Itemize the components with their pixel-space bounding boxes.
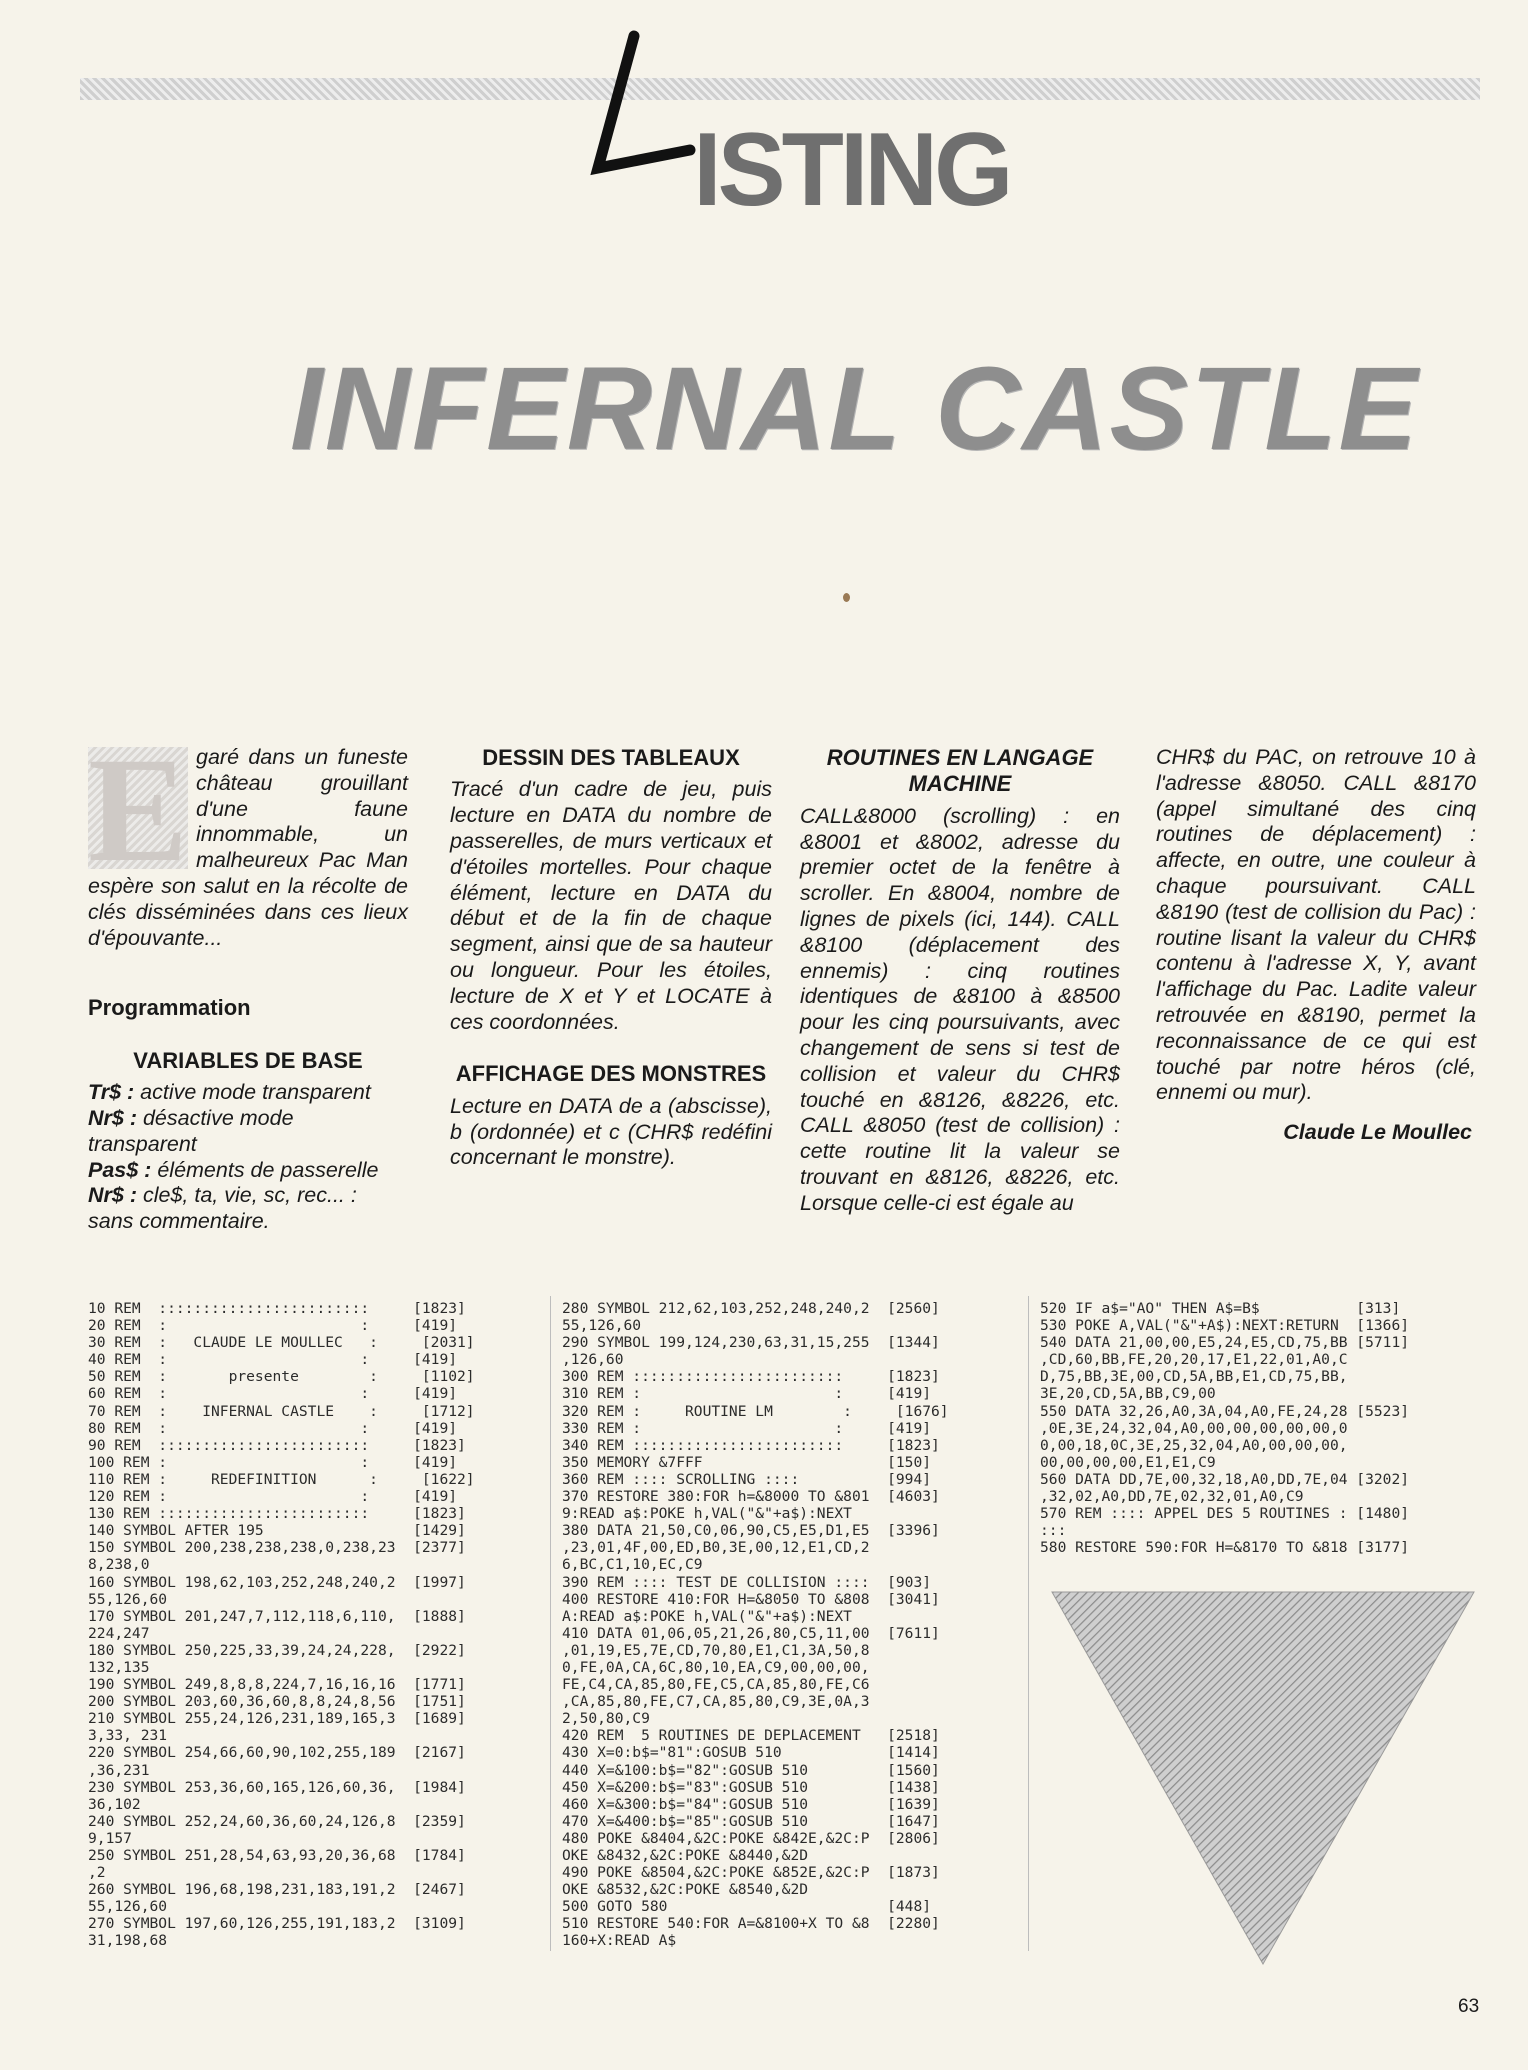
program-listing-column-1: 10 REM :::::::::::::::::::::::: [1823] 20 REM : : [419] 30 REM : CLAUDE LE MOULLEC : [2031] 40 REM : : [419] 50 REM : presente : [1102] 60 REM : : [419] 70 REM : INFERNAL CASTLE : [1712] 80 REM : : [419] 90 REM :::::::::::::::::::::::: [1823] 100 REM : : [419] 110 REM : REDEFINITION : [1622] 120 REM : : [419] 130 REM :::::::::::::::::::::::: [1823] 140 SYMBOL AFTER 195 [1429] 150 SYMBOL 200,238,238,238,0,238,23 [2377] 8,238,0 160 SYMBOL 198,62,103,252,248,240,2 [1997] 55,126,60 170 SYMBOL 201,247,7,112,118,6,110, [1888] 224,247 180 SYMBOL 250,225,33,39,24,24,228, [2922] 132,135 190 SYMBOL 249,8,8,8,224,7,16,16,16 [1771] 200 SYMBOL 203,60,36,60,8,8,24,8,56 [1751] 210 SYMBOL 255,24,126,231,189,165,3 [1689] 3,33, 231 220 SYMBOL 254,66,60,90,102,255,189 [2167] ,36,231 230 SYMBOL 253,36,60,165,126,60,36, [1984] 36,102 240 SYMBOL 252,24,60,36,60,24,126,8 [2359] 9,157 250 SYMBOL 251,28,54,63,93,20,36,68 [1784] ,2 260 SYMBOL 196,68,198,231,183,191,2 [2467] 55,126,60 270 SYMBOL 197,60,126,255,191,183,2 [3109] 31,198,68 [88,1300,475,1950]
programmation-heading: Programmation [88,995,251,1021]
header-stripe-band [80,78,1480,100]
article-column-2 [450,745,772,1171]
program-listing-column-2: 280 SYMBOL 212,62,103,252,248,240,2 [2560] 55,126,60 290 SYMBOL 199,124,230,63,31,15,255 [1344] ,126,60 300 REM :::::::::::::::::::::::: [1823] 310 REM : : [419] 320 REM : ROUTINE LM : [1676] 330 REM : : [419] 340 REM :::::::::::::::::::::::: [1823] 350 MEMORY &7FFF [150] 360 REM :::: SCROLLING :::: [994] 370 RESTORE 380:FOR h=&8000 TO &801 [4603] 9:READ a$:POKE h,VAL("&"+a$):NEXT 380 DATA 21,50,C0,06,90,C5,E5,D1,E5 [3396] ,23,01,4F,00,ED,B0,3E,00,12,E1,CD,2 6,BC,C1,10,EC,C9 390 REM :::: TEST DE COLLISION :::: [903] 400 RESTORE 410:FOR H=&8050 TO &808 [3041] A:READ a$:POKE h,VAL("&"+a$):NEXT 410 DATA 01,06,05,21,26,80,C5,11,00 [7611] ,01,19,E5,7E,CD,70,80,E1,C1,3A,50,8 0,FE,0A,CA,6C,80,10,EA,C9,00,00,00, FE,C4,CA,85,80,FE,C5,CA,85,80,FE,C6 ,CA,85,80,FE,C7,CA,85,80,C9,3E,0A,3 2,50,80,C9 420 REM 5 ROUTINES DE DEPLACEMENT [2518] 430 X=0:b$="81":GOSUB 510 [1414] 440 X=&100:b$="82":GOSUB 510 [1560] 450 X=&200:b$="83":GOSUB 510 [1438] 460 X=&300:b$="84":GOSUB 510 [1639] 470 X=&400:b$="85":GOSUB 510 [1647] 480 POKE &8404,&2C:POKE &842E,&2C:P [2806] OKE &8432,&2C:POKE &8440,&2D 490 POKE &8504,&2C:POKE &852E,&2C:P [1873] OKE &8532,&2C:POKE &8540,&2D 500 GOTO 580 [448] 510 RESTORE 540:FOR A=&8100+X TO &8 [2280] 160+X:READ A$ [562,1300,949,1950]
variable-item: Nr$ : désactive mode transparent [88,1105,294,1156]
paragraph-affichage: Lecture en DATA de a (abscisse), b (ordonnée) et c (CHR$ redéfini concernant le monstre). [450,1093,772,1170]
article-column-4 [1156,745,1476,1146]
column-divider [550,1296,551,1951]
article-column-1 [88,727,408,1235]
variable-item: Tr$ : active mode transparent [88,1080,371,1105]
section-heading-routines: ROUTINES EN LANGAGE MACHINE [826,745,1094,797]
section-heading-affichage: AFFICHAGE DES MONSTRES [455,1061,767,1087]
ink-dot [843,593,850,602]
variables-list [88,1080,408,1235]
paragraph-dessin: Tracé d'un cadre de jeu, puis lecture en DATA du nombre de passerelles, de murs verticaux et d'étoiles mortelles. Pour chaque élément, lecture en DATA du début et de la fin de chaque segment, ainsi que de sa hauteur ou longueur. Pour les étoiles, lecture de X et Y et LOCATE à ces coordonnées. [450,777,772,1034]
page-number: 63 [1458,1996,1480,2017]
article-column-3 [800,745,1120,1217]
column-divider [1028,1296,1029,1951]
article-title: INFERNAL CASTLE [290,343,1420,475]
intro-paragraph: garé dans un funeste château grouillant d'une faune innommable, un malheureux Pac Man espère son salut en la récolte de clés disséminées dans ces lieux d'épouvante... [88,745,408,950]
author-signature: Claude Le Moullec [1283,1120,1472,1145]
variables-heading: VARIABLES DE BASE [133,1047,363,1073]
listing-big-l-letter [572,28,712,188]
drop-cap: E [88,727,189,893]
variable-item: Pas$ : éléments de passerelle [88,1157,379,1182]
program-listing-column-3: 520 IF a$="AO" THEN A$=B$ [313] 530 POKE A,VAL("&"+A$):NEXT:RETURN [1366] 540 DATA 21,00,00,E5,24,E5,CD,75,BB [5711] ,CD,60,BB,FE,20,20,17,E1,22,01,A0,C D,75,BB,3E,00,CD,5A,BB,E1,CD,75,BB, 3E,20,CD,5A,BB,C9,00 550 DATA 32,26,A0,3A,04,A0,FE,24,28 [5523] ,0E,3E,24,32,04,A0,00,00,00,00,00,0 0,00,18,0C,3E,25,32,04,A0,00,00,00, 00,00,00,00,E1,E1,C9 560 DATA DD,7E,00,32,18,A0,DD,7E,04 [3202] ,32,02,A0,DD,7E,02,32,01,A0,C9 570 REM :::: APPEL DES 5 ROUTINES : [1480] ::: 580 RESTORE 590:FOR H=&8170 TO &818 [3177] [1040,1300,1410,1557]
listing-header-text: ISTING [693,112,1010,228]
end-triangle-ornament [1048,1588,1478,1968]
paragraph-routines: CALL&8000 (scrolling) : en &8001 et &8002, adresse du premier octet de la fenêtre à scroller. En &8004, nombre de lignes de pixels (ici, 144). CALL &8100 (déplacement des ennemis) : cinq routines identiques de &8100 à &8500 pour les cinq poursuivants, avec changement de sens si test de collision et valeur du CHR$ touché en &8126, &8226, etc. CALL &8050 (test de collision) : cette routine lit la valeur se trouvant en &8126, &8226, etc. Lorsque celle-ci est égale au [800,803,1120,1215]
variable-item: Nr$ : cle$, ta, vie, sc, rec... : sans commentaire. [88,1183,357,1234]
section-heading-dessin: DESSIN DES TABLEAUX [482,745,740,770]
paragraph-continued: CHR$ du PAC, on retrouve 10 à l'adresse &8050. CALL &8170 (appel simultané des cinq routines de déplacement) : affecte, en outre, une couleur à chaque poursuivant. CALL &8190 (test de collision du Pac) : routine lisant la valeur du CHR$ contenu à l'adresse X, Y, avant l'affichage du Pac. Ladite valeur retrouvée en &8190, permet la reconnaissance de ce qui est touché par notre héros (clé, ennemi ou mur). [1156,745,1476,1105]
